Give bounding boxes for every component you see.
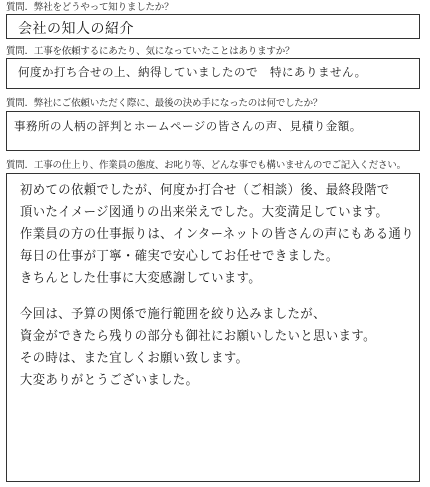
answer-4-line: 大変ありがとうございました。 bbox=[20, 373, 199, 388]
question-4-label: 質問．工事の仕上り、作業員の態度、お叱り等、どんな事でも構いませんのでご記入ください。 bbox=[6, 160, 406, 171]
answer-1-text: 会社の知人の紹介 bbox=[18, 21, 134, 37]
answer-4-line: 資金ができたら残りの部分も御社にお願いしたいと思います。 bbox=[20, 329, 376, 344]
answer-2-text: 何度か打ち合せの上、納得していましたので 特にありません。 bbox=[18, 65, 367, 79]
answer-3-text: 事務所の人柄の評判とホームページの皆さんの声、見積り金額。 bbox=[14, 119, 362, 133]
answer-4-line: きちんとした仕事に大変感謝しています。 bbox=[20, 271, 262, 286]
answer-4-text bbox=[20, 180, 414, 392]
answer-4-line: 頂いたイメージ図通りの出来栄えでした。大変満足しています。 bbox=[20, 205, 389, 220]
answer-4-line: 今回は、予算の関係で施行範囲を絞り込みましたが、 bbox=[20, 307, 326, 322]
question-1-label: 質問．弊社をどうやって知りましたか？ bbox=[6, 2, 174, 13]
answer-4-line: その時は、また宜しくお願い致します。 bbox=[20, 351, 249, 366]
question-2-label: 質問．工事を依頼するにあたり、気になっていたことはありますか？ bbox=[6, 46, 295, 57]
answer-4-line: 毎日の仕事が丁寧・確実で安心してお任せできました。 bbox=[20, 249, 339, 264]
paragraph-gap bbox=[20, 290, 414, 304]
question-3-label: 質問．弊社にご依頼いただく際に、最後の決め手になったのは何でしたか？ bbox=[6, 98, 323, 109]
answer-4-line: 作業員の方の仕事振りは、インターネットの皆さんの声にもある通り bbox=[20, 227, 414, 242]
answer-4-line: 初めての依頼でしたが、何度か打合せ（ご相談）後、最終段階で bbox=[20, 183, 390, 198]
